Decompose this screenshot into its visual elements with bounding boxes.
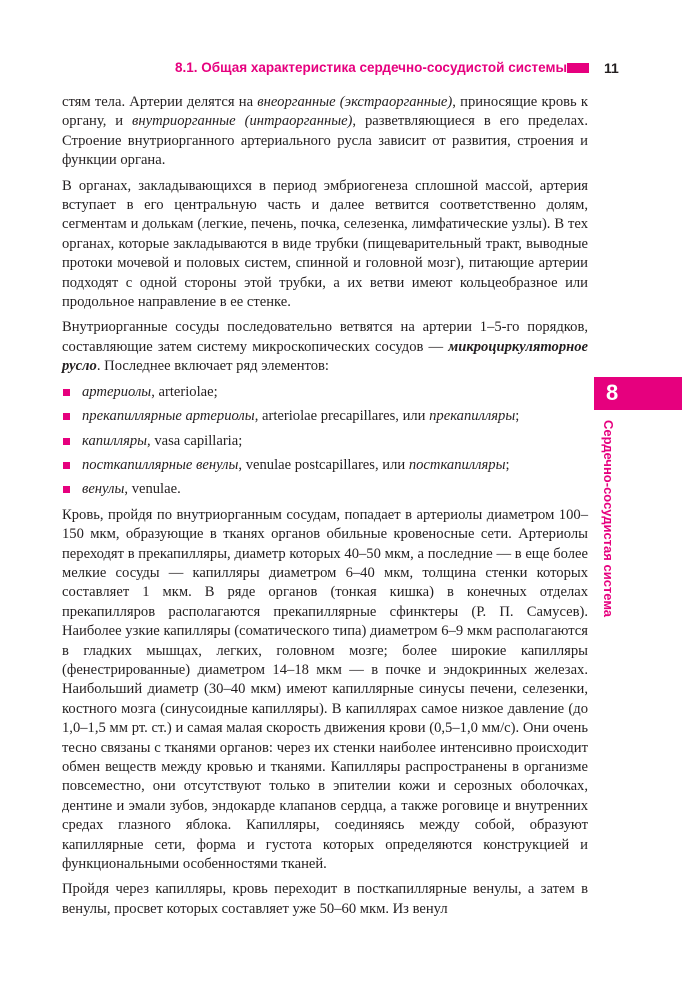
list-item [62, 432, 588, 451]
bold-italic-term: микроциркуляторное русло [62, 338, 588, 375]
text-run: , arteriolae precapillares, или [254, 408, 430, 425]
text-run: , разветвляющиеся в его пределах. Строение внутриорганного артериального русла зависит от развития, строения и функции органа. [62, 113, 588, 169]
text-run: Внутриорганные сосуды последовательно ветвятся на артерии 1–5-го порядков, составляющие затем систему микроскопических сосудов — [62, 319, 588, 355]
microcirculation-list [62, 383, 588, 500]
list-item [62, 456, 588, 475]
square-bullet-icon [63, 413, 70, 420]
text-run: . Последнее включает ряд элементов: [96, 358, 329, 375]
square-bullet-icon [63, 438, 70, 445]
section-title: 8.1. Общая характеристика сердечно-сосудистой системы [175, 60, 567, 75]
header-accent-bar [567, 63, 589, 73]
text-run: , venulae. [124, 481, 181, 498]
text-run: , arteriolae; [151, 383, 218, 400]
italic-term: артериолы [82, 383, 152, 400]
square-bullet-icon [63, 389, 70, 396]
list-item [62, 407, 588, 426]
italic-term: прекапиллярные артериолы [82, 408, 255, 425]
text-run: , приносящие кровь к органу, и [62, 94, 588, 130]
italic-term: прекапилляры [429, 408, 516, 425]
text-run: , vasa capillaria; [147, 432, 243, 449]
square-bullet-icon [63, 462, 70, 469]
text-run: , venulae postcapillares, или [238, 456, 409, 473]
text-run: ; [515, 408, 520, 425]
square-bullet-icon [63, 486, 70, 493]
paragraph-4: Кровь, пройдя по внутриорганным сосудам, попадает в артериолы диаметром 100–150 мкм, образующие в тканях органов обильные кровеносные сети. Артериолы переходят в прекапилляры, диаметр которых 40–50 мкм, а последние — в еще более мелкие сосуды — капилляры диаметром 6–40 мкм, толщина стенки которых составляет 1 мкм. В ряде органов (тонкая кишка) в конечных отделах прекапилляров располагаются прекапиллярные сфинктеры (Р. П. Самусев). Наиболее узкие капилляры (соматического типа) диаметром 6–9 мкм располагаются в гладких мышцах, легких, головном мозге; более широкие капилляры (фенестрированные) диаметром 14–18 мкм — в почке и эндокринных железах. Наибольший диаметр (30–40 мкм) имеют капиллярные синусы печени, селезенки, костного мозга (синусоидные капилляры). В капиллярах самое низкое давление (до 1,0–1,5 мм рт. ст.) и самая малая скорость движения крови (0,5–1,0 мм/с). Они очень тесно связаны с тканями органов: через их стенки наиболее интенсивно происходит обмен веществ между кровью и тканями. Капилляры распространены в организме повсеместно, они отсутствуют только в эпителии кожи и серозных оболочках, дентине и эмали зубов, эндокарде клапанов сердца, а также роговице и внутренних средах глазного яблока. Капилляры, соединяясь между собой, образуют капиллярные сети, форма и густота которых определяются конструкцией и функциональными особенностями тканей. [62, 506, 588, 873]
chapter-title-vertical: Сердечно-сосудистая система [601, 420, 616, 618]
paragraph-5: Пройдя через капилляры, кровь переходит в посткапиллярные венулы, а затем в венулы, просвет которых составляет уже 50–60 мкм. Из венул [62, 881, 588, 917]
text-run: стям тела. Артерии делятся на [62, 94, 258, 110]
italic-term: внеорганные (экстраорганные) [257, 94, 453, 110]
page-number: 11 [604, 60, 619, 76]
list-item [62, 383, 588, 402]
chapter-tab [594, 377, 682, 410]
chapter-number: 8 [606, 380, 619, 405]
paragraph-2: В органах, закладывающихся в период эмбриогенеза сплошной массой, артерия вступает в его центральную часть и далее ветвится соответственно долям, сегментам и долькам (легкие, печень, почка, селезенка, лимфатические узлы). В тех органах, которые закладываются в виде трубки (пищеварительный тракт, выводные протоки мочевой и половых систем, спинной и головной мозг), питающие артерии подходят с одной стороны этой трубки, а их ветви имеют кольцеобразное или продольное направление в ее стенке. [62, 177, 588, 311]
italic-term: венулы [82, 481, 125, 498]
list-item [62, 480, 588, 499]
italic-term: посткапиллярные венулы [82, 456, 239, 473]
italic-term: капилляры [82, 432, 148, 449]
italic-term: посткапилляры [408, 456, 506, 473]
paragraph-1 [62, 93, 588, 171]
text-run: ; [505, 456, 510, 473]
running-header [0, 58, 682, 80]
page-body [62, 93, 588, 925]
italic-term: внутриорганные (интраорганные) [132, 113, 353, 130]
paragraph-3 [62, 318, 588, 376]
